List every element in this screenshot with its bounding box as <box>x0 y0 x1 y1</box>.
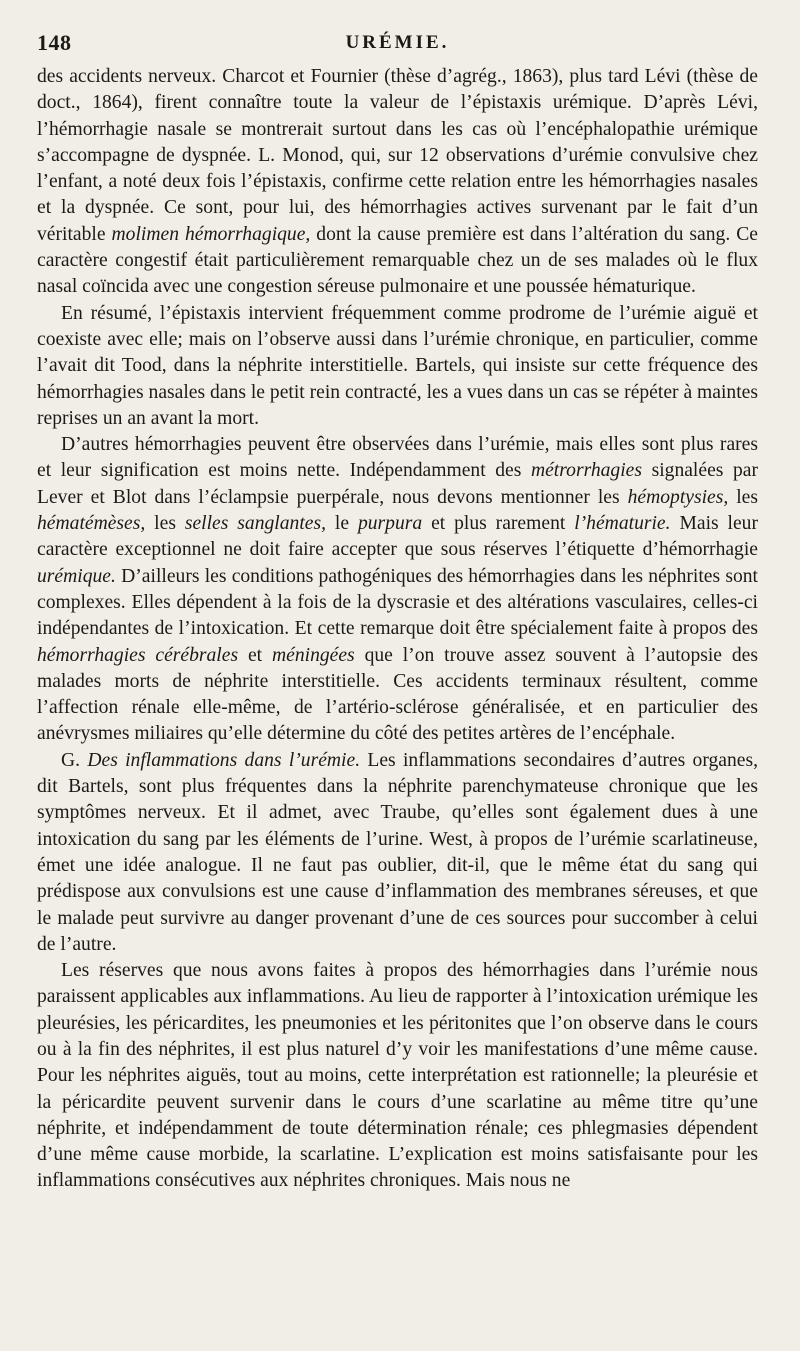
text-run: signalées par Lever et Blot dans l’éclampsie puerpérale, nous devons mentionner les <box>37 460 758 508</box>
body-text <box>37 64 758 1195</box>
paragraph <box>37 958 758 1195</box>
italic-text: hématémèses, <box>37 513 146 535</box>
text-run: G. <box>61 749 88 771</box>
paragraph <box>37 432 758 748</box>
italic-text: molimen hémorrhagique, <box>111 223 311 245</box>
paragraph <box>37 301 758 432</box>
text-run: D’ailleurs les conditions pathogéniques des hémorrhagies dans les néphrites sont complexes. Elles dépendent à la fois de la dyscrasie et des altérations vasculaires, celles-ci indépendantes de l’intoxication. Et cette remarque doit être spécialement faite à propos des <box>37 565 758 640</box>
page-header <box>37 30 758 64</box>
text-run: et plus rarement <box>422 513 575 535</box>
italic-text: Des inflammations dans l’urémie. <box>87 749 361 771</box>
text-run: les <box>728 486 758 508</box>
italic-text: l’hématurie. <box>574 513 671 535</box>
italic-text: métrorrhagies <box>530 460 642 482</box>
text-run: Mais leur caractère exceptionnel ne doit faire accepter que sous réserves l’étiquette d’hémorrhagie <box>37 513 758 561</box>
text-run: En résumé, l’épistaxis intervient fréquemment comme prodrome de l’urémie aiguë et coexiste avec elle; mais on l’observe aussi dans l’urémie chronique, en particulier, comme l’avait dit Tood, dans la néphrite interstitielle. Bartels, qui insiste sur cette fréquence des hémorrhagies nasales dans le petit rein contracté, les a vues dans un cas se répéter à maintes reprises un an avant la mort. <box>37 302 758 429</box>
italic-text: méningées <box>271 644 355 666</box>
paragraph <box>37 64 758 301</box>
text-run: dont la cause première est dans l’altération du sang. Ce caractère congestif était particulièrement remarquable chez un de ses malades où le flux nasal coïncida avec une congestion séreuse pulmonaire et une poussée hématurique. <box>37 223 758 298</box>
italic-text: selles sanglantes, <box>184 513 326 535</box>
text-run: que l’on trouve assez souvent à l’autopsie des malades morts de néphrite interstitielle. Ces accidents terminaux résultent, comme l’affection rénale elle-même, de l’artério-sclérose généralisée, et en particulier des anévrysmes miliaires qu’elle détermine du côté des petites artères de l’encéphale. <box>37 644 758 745</box>
text-run: des accidents nerveux. Charcot et Fournier (thèse d’agrég., 1863), plus tard Lévi (thèse de doct., 1864), firent connaître toute la valeur de l’épistaxis urémique. D’après Lévi, l’hémorrhagie nasale se montrerait surtout dans les cas où l’encéphalopathie urémique s’accompagne de dyspnée. L. Monod, qui, sur 12 observations d’urémie convulsive chez l’enfant, a noté deux fois l’épistaxis, confirme cette relation entre les hémorrhagies nasales et la dyspnée. Ce sont, pour lui, des hémorrhagies actives survenant par le fait d’un véritable <box>37 66 758 245</box>
italic-text: purpura <box>357 513 423 535</box>
text-run: D’autres hémorrhagies peuvent être observées dans l’urémie, mais elles sont plus rares et leur signification est moins nette. Indépendamment des <box>37 434 758 482</box>
paragraph <box>37 748 758 958</box>
italic-text: hémorrhagies cérébrales <box>37 644 239 666</box>
text-run: le <box>326 513 358 535</box>
running-title: URÉMIE. <box>345 32 450 53</box>
text-run: Les réserves que nous avons faites à propos des hémorrhagies dans l’urémie nous paraissent applicables aux inflammations. Au lieu de rapporter à l’intoxication urémique les pleurésies, les péricardites, les pneumonies et les péritonites que l’on observe dans le cours ou à la fin des néphrites, il est plus naturel d’y voir les manifestations d’une même cause. Pour les néphrites aiguës, tout au moins, cette interprétation est rationnelle; la pleurésie et la péricardite peuvent survenir dans le cours d’une scarlatine au même titre qu’une néphrite, et indépendamment de toute détermination rénale; ces phlegmasies dépendent d’une même cause morbide, la scarlatine. L’explication est moins satisfaisante pour les inflammations consécutives aux néphrites chroniques. Mais nous ne <box>37 960 758 1192</box>
italic-text: hémoptysies, <box>627 486 729 508</box>
page-number: 148 <box>37 30 72 55</box>
text-run: et <box>238 644 272 666</box>
italic-text: urémique. <box>37 565 116 587</box>
text-run: les <box>145 513 185 535</box>
text-run: Les inflammations secondaires d’autres organes, dit Bartels, sont plus fréquentes dans la néphrite parenchymateuse chronique que les symptômes nerveux. Et il admet, avec Traube, qu’elles sont également dues à une intoxication du sang par les éléments de l’urine. West, à propos de l’urémie scarlatineuse, émet une idée analogue. Il ne faut pas oublier, dit-il, que le même état du sang qui prédispose aux convulsions est une cause d’inflammation des membranes séreuses, et que le malade peut survivre au danger provenant d’une de ces sources pour succomber à celui de l’autre. <box>37 749 759 955</box>
